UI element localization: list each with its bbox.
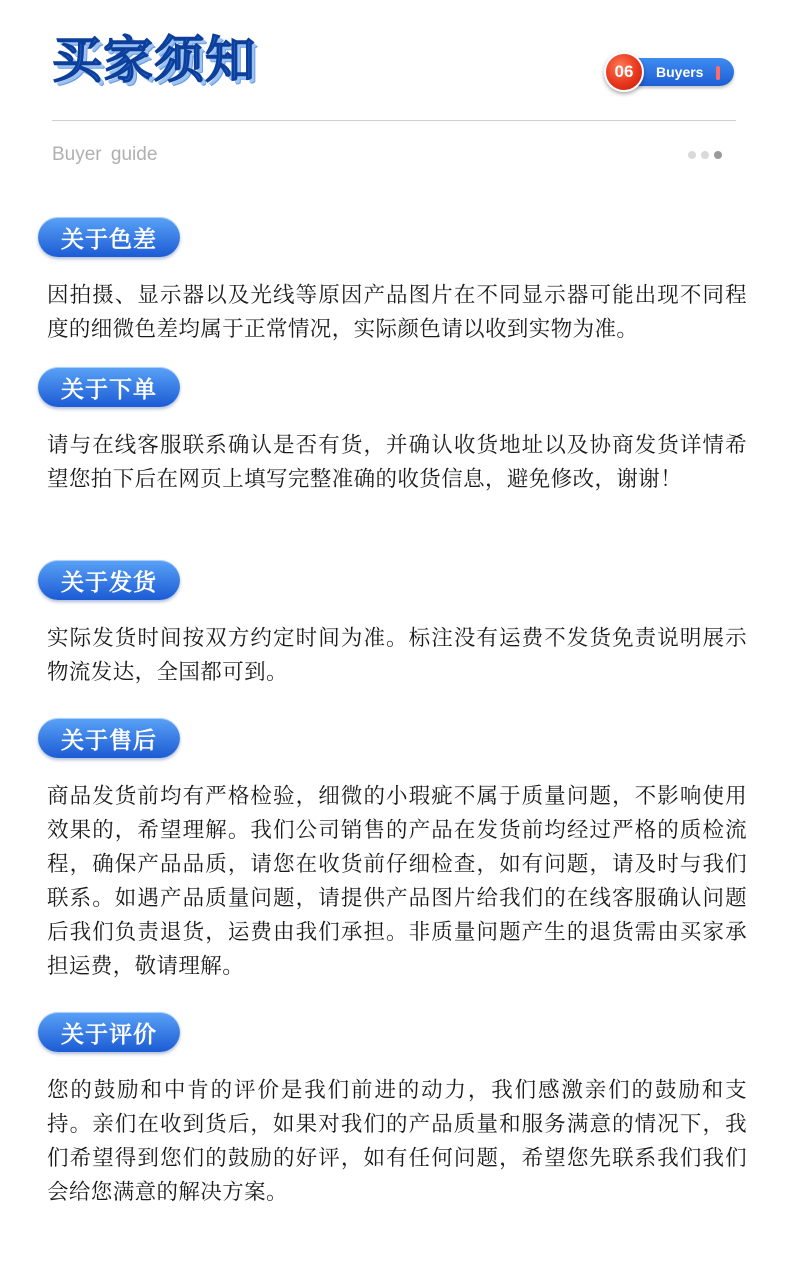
section-heading: 关于售后 bbox=[38, 718, 180, 758]
page-title: 买家须知 bbox=[52, 31, 256, 89]
section-heading: 关于色差 bbox=[38, 217, 180, 257]
badge-number: 06 bbox=[604, 52, 644, 92]
badge-label: Buyers bbox=[656, 64, 704, 80]
section-body: 实际发货时间按双方约定时间为准。标注没有运费不发货免责说明展示物流发达，全国都可到。 bbox=[47, 626, 747, 685]
buyers-badge bbox=[604, 52, 732, 92]
section-body: 因拍摄、显示器以及光线等原因产品图片在不同显示器可能出现不同程度的细微色差均属于正常情况，实际颜色请以收到实物为准。 bbox=[47, 283, 747, 342]
dot-active-icon bbox=[714, 151, 722, 159]
section-heading: 关于下单 bbox=[38, 367, 180, 407]
section-body: 您的鼓励和中肯的评价是我们前进的动力，我们感激亲们的鼓励和支持。亲们在收到货后，如果对我们的产品质量和服务满意的情况下，我们希望得到您们的鼓励的好评，如有任何问题，希望您先联系我们我们会给您满意的解决方案。 bbox=[47, 1078, 747, 1205]
section-heading: 关于评价 bbox=[38, 1012, 180, 1052]
section-body: 请与在线客服联系确认是否有货，并确认收货地址以及协商发货详情希望您拍下后在网页上填写完整准确的收货信息，避免修改，谢谢！ bbox=[47, 433, 747, 492]
pagination-dots bbox=[688, 151, 722, 159]
page-subtitle: Buyer guide bbox=[52, 144, 158, 165]
section-heading: 关于发货 bbox=[38, 560, 180, 600]
exclamation-icon bbox=[716, 66, 720, 80]
header-divider bbox=[52, 120, 736, 121]
dot-icon bbox=[688, 151, 696, 159]
dot-icon bbox=[701, 151, 709, 159]
section-body: 商品发货前均有严格检验，细微的小瑕疵不属于质量问题，不影响使用效果的，希望理解。我们公司销售的产品在发货前均经过严格的质检流程，确保产品品质，请您在收货前仔细检查，如有问题，请及时与我们联系。如遇产品质量问题，请提供产品图片给我们的在线客服确认问题后我们负责退货，运费由我们承担。非质量问题产生的退货需由买家承担运费，敬请理解。 bbox=[47, 784, 747, 979]
